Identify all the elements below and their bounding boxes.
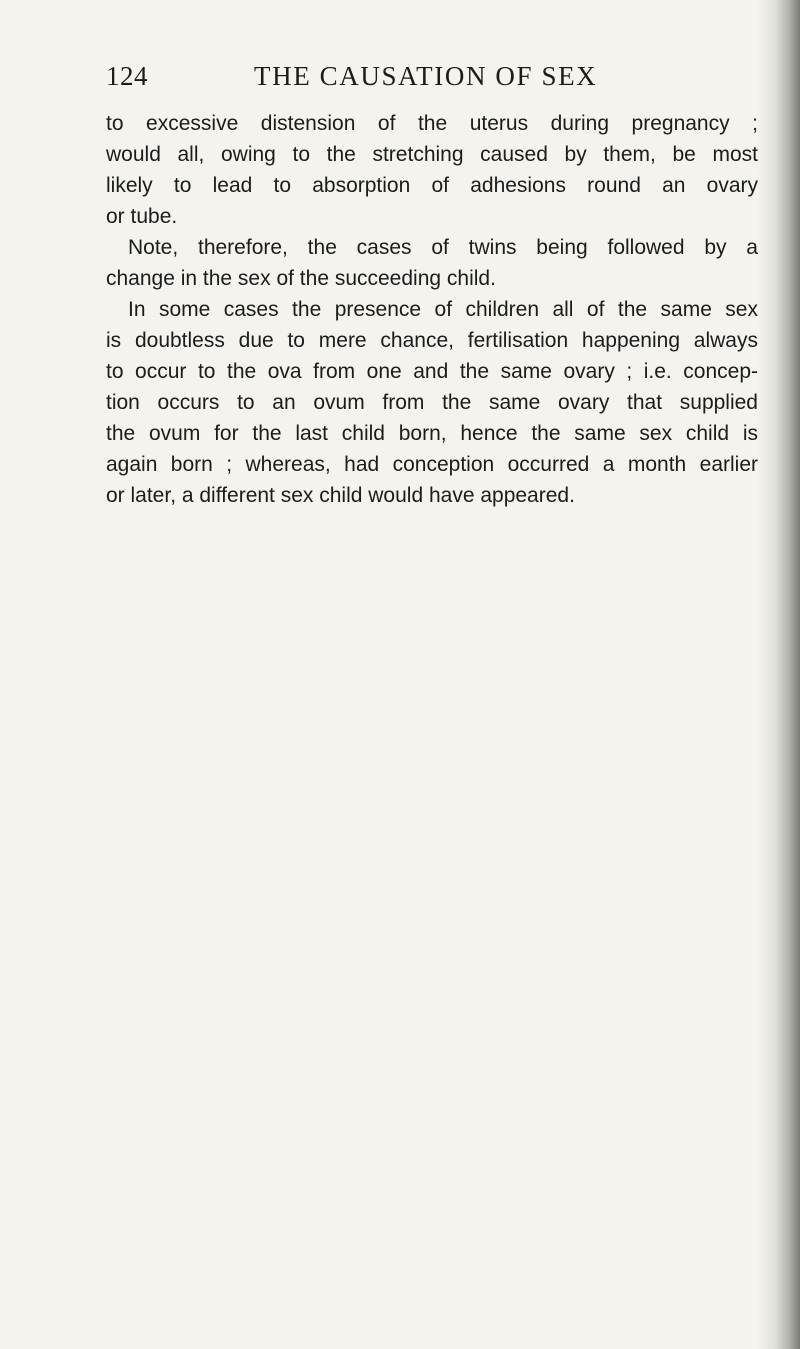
page-header [106, 58, 760, 94]
body-text [106, 108, 758, 511]
text-line: to occur to the ova from one and the same ovary ; i.e. concep- [106, 360, 758, 383]
text-line: Note, therefore, the cases of twins being followed by a [128, 236, 758, 259]
text-line: or later, a different sex child would have appeared. [106, 484, 575, 507]
running-title: THE CAUSATION OF SEX [254, 61, 598, 91]
text-line: change in the sex of the succeeding child. [106, 267, 496, 290]
text-line: is doubtless due to mere chance, fertilisation happening always [106, 329, 758, 352]
text-line: likely to lead to absorption of adhesions round an ovary [106, 174, 758, 197]
text-line: In some cases the presence of children all of the same sex [128, 298, 758, 321]
text-line: to excessive distension of the uterus during pregnancy ; [106, 112, 758, 135]
text-line: tion occurs to an ovum from the same ovary that supplied [106, 391, 758, 414]
page-number: 124 [106, 61, 148, 91]
text-line: would all, owing to the stretching caused by them, be most [106, 143, 758, 166]
text-line: again born ; whereas, had conception occurred a month earlier [106, 453, 758, 476]
text-line: or tube. [106, 205, 178, 228]
page-edge-shadow [758, 0, 800, 1349]
text-line: the ovum for the last child born, hence the same sex child is [106, 422, 758, 445]
